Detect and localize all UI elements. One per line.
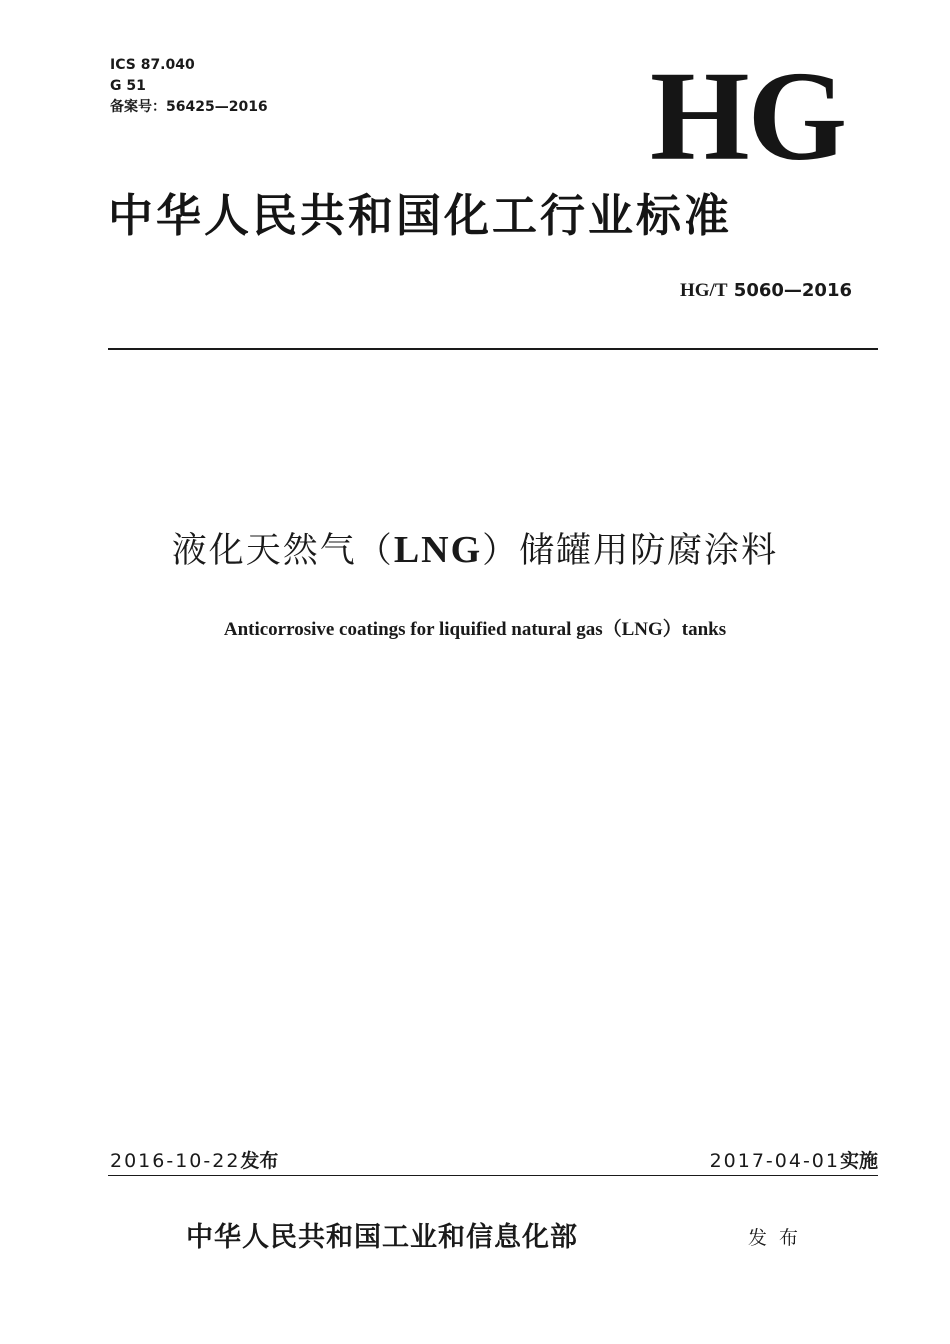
document-title-en: Anticorrosive coatings for liquified natural gas（LNG）tanks bbox=[223, 619, 727, 640]
standard-number-prefix: HG/T bbox=[680, 280, 728, 301]
record-number: 56425—2016 bbox=[166, 99, 268, 115]
title-zh-latin: LNG bbox=[393, 529, 483, 571]
effective-date-line bbox=[710, 1148, 878, 1174]
issue-date-label: 发布 bbox=[240, 1150, 279, 1172]
classification-code: G 51 bbox=[110, 78, 146, 94]
standard-metadata bbox=[110, 55, 268, 118]
record-number-label: 备案号： bbox=[110, 99, 166, 115]
document-title-zh bbox=[0, 522, 950, 579]
effective-date: 2017-04-01 bbox=[709, 1150, 840, 1172]
issue-date: 2016-10-22 bbox=[110, 1150, 241, 1172]
issue-date-line bbox=[110, 1148, 278, 1174]
ics-code: ICS 87.040 bbox=[110, 57, 195, 73]
effective-date-label: 实施 bbox=[839, 1150, 878, 1172]
publisher-action: 发布 bbox=[748, 1227, 811, 1249]
title-zh-part2: ）储罐用防腐涂料 bbox=[482, 531, 779, 571]
standard-number-value: 5060—2016 bbox=[733, 280, 852, 301]
record-number-line bbox=[110, 97, 268, 118]
standard-number bbox=[680, 280, 852, 302]
header-divider bbox=[108, 348, 878, 350]
hg-logo: HG bbox=[650, 45, 846, 187]
footer-divider bbox=[108, 1175, 878, 1176]
publisher-name: 中华人民共和国工业和信息化部 bbox=[186, 1222, 578, 1253]
title-zh-part1: 液化天然气（ bbox=[171, 531, 394, 571]
ministry-standard-title: 中华人民共和国化工行业标准 bbox=[108, 189, 733, 242]
